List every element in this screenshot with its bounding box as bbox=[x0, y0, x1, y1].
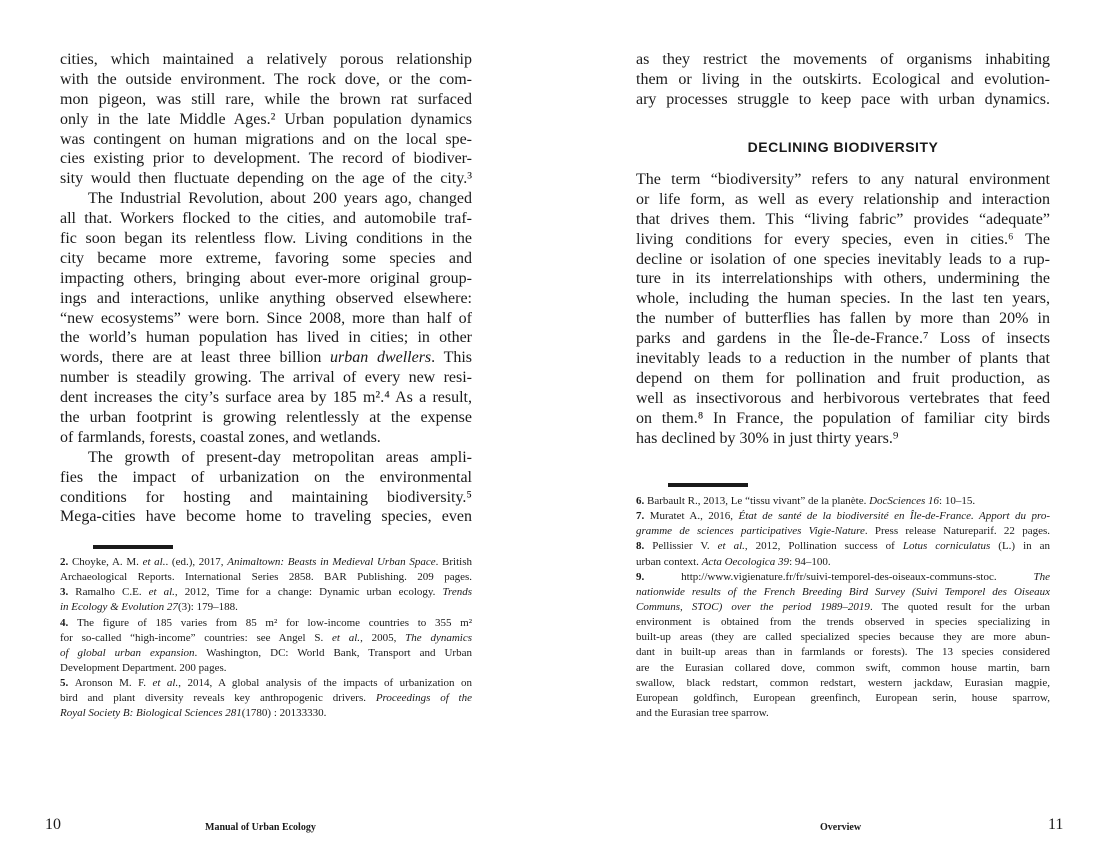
text-segment: , 2005, bbox=[360, 631, 406, 644]
text-segment: (1780) : 20133330. bbox=[241, 707, 327, 720]
text-line bbox=[60, 348, 472, 368]
text-segment: (3): 179–188. bbox=[177, 601, 238, 614]
text-line bbox=[636, 539, 1050, 554]
text-line: are the Eurasian collared dove, common swift, common house martin, barn bbox=[636, 661, 1050, 674]
text-line: decline or isolation of one species inevitably leads to a rup- bbox=[636, 250, 1050, 268]
text-line bbox=[636, 570, 1050, 585]
text-line bbox=[60, 691, 472, 706]
section-heading: DECLINING BIODIVERSITY bbox=[747, 139, 939, 155]
italic-text: et al. bbox=[142, 556, 166, 568]
footnote-number: 4. bbox=[60, 616, 77, 629]
text-line: inevitably leads to a reduction in the number of plants that bbox=[636, 350, 1050, 368]
text-line bbox=[636, 555, 1050, 570]
italic-text: of global urban expansion bbox=[60, 646, 195, 659]
text-segment: . (ed.), 2017, bbox=[165, 556, 228, 568]
text-line bbox=[60, 600, 472, 615]
text-line: “new ecosystems” were born. Since 2008, more than half of bbox=[60, 309, 472, 327]
text-line: ings and interactions, unlike anything observed elsewhere: bbox=[60, 289, 472, 307]
text-line: cies existing prior to development. The record of biodiver- bbox=[60, 150, 472, 168]
text-line bbox=[636, 585, 1050, 600]
text-segment: Pellissier V. bbox=[652, 540, 718, 553]
right-body-text bbox=[636, 170, 1050, 448]
italic-text: urban dwellers bbox=[330, 349, 432, 367]
text-segment: words, there are at least three billion bbox=[60, 349, 331, 367]
text-segment: . British bbox=[435, 556, 472, 568]
text-segment: Choyke, A. M. bbox=[71, 556, 143, 568]
text-line: them or living in the outskirts. Ecological and evolution- bbox=[636, 70, 1050, 88]
text-line: The Industrial Revolution, about 200 years ago, changed bbox=[88, 190, 472, 208]
left-body-text bbox=[60, 50, 472, 527]
italic-text: Acta Oecologica 39 bbox=[701, 555, 790, 568]
text-line: that drives them. This “living fabric” provides “adequate” bbox=[636, 210, 1050, 228]
text-line bbox=[60, 585, 472, 600]
text-line: well as insectivorous and herbivorous vertebrates that feed bbox=[636, 389, 1050, 407]
text-segment: . Washington, DC: World Bank, Transport and Urban bbox=[194, 646, 472, 659]
text-line bbox=[636, 509, 1050, 524]
italic-text: Proceedings of the bbox=[375, 692, 472, 705]
text-line: mon pigeon, was still rare, while the brown rat surfaced bbox=[60, 90, 472, 108]
italic-text: gramme de sciences participatives Vigie-Nature bbox=[636, 525, 865, 538]
footnote-number: 7. bbox=[636, 510, 650, 523]
text-segment: . Press release Natureparif. 22 pages. bbox=[864, 525, 1050, 538]
text-line bbox=[60, 631, 472, 646]
footnote-number: 9. bbox=[636, 570, 682, 583]
right-top-text bbox=[636, 50, 1050, 110]
text-segment: The figure of 185 varies from 85 m² for low-income countries to 355 m² bbox=[76, 616, 472, 629]
italic-text: et al. bbox=[148, 586, 175, 599]
running-head: Manual of Urban Ecology bbox=[205, 822, 316, 833]
text-line: swallow, black redstart, common redstart, western jackdaw, Eurasian magpie, bbox=[636, 676, 1050, 689]
text-segment: . The quoted result for the urban bbox=[869, 600, 1051, 613]
italic-text: État de santé de la biodiversité en Île-de-France. Apport du pro- bbox=[738, 510, 1051, 523]
italic-text: nationwide results of the French Breeding Bird Survey (Suivi Temporel des Oiseaux bbox=[636, 585, 1050, 598]
text-line: of farmlands, forests, coastal zones, and wetlands. bbox=[60, 428, 381, 446]
footnote-number: 2. bbox=[60, 556, 72, 568]
footnote-number: 3. bbox=[60, 586, 76, 599]
text-line: European goldfinch, European greenfinch, European serin, house sparrow, bbox=[636, 691, 1050, 704]
text-line: living conditions for every species, even in cities.⁶ The bbox=[636, 230, 1050, 248]
italic-text: Communs, STOC) over the period 1989–2019 bbox=[636, 600, 870, 613]
text-segment: : 10–15. bbox=[939, 495, 976, 507]
text-line: built-up areas (they are called specialized species because they are more abun- bbox=[636, 631, 1050, 644]
text-line bbox=[636, 524, 1050, 539]
footnote-number: 8. bbox=[636, 540, 653, 553]
text-line: number is steadily growing. The arrival of every new resi- bbox=[60, 369, 472, 387]
text-line: parks and gardens in the Île-de-France.⁷ Loss of insects bbox=[636, 330, 1050, 348]
text-line: ary processes struggle to keep pace with urban dynamics. bbox=[636, 90, 1050, 108]
text-line: whole, including the human species. In the last ten years, bbox=[636, 290, 1050, 308]
right-footnotes bbox=[636, 494, 1050, 721]
text-line: only in the late Middle Ages.² Urban population dynamics bbox=[60, 110, 472, 128]
text-line: was contingent on human migrations and on the local spe- bbox=[60, 130, 472, 148]
running-head: Overview bbox=[820, 822, 862, 833]
italic-text: Royal Society B: Biological Sciences 281 bbox=[60, 707, 242, 720]
text-line: The term “biodiversity” refers to any natural environment bbox=[636, 171, 1050, 188]
text-segment: Aronson M. F. bbox=[74, 677, 153, 690]
text-line: as they restrict the movements of organisms inhabiting bbox=[636, 51, 1050, 68]
text-segment: urban context. bbox=[636, 555, 702, 568]
italic-text: in Ecology & Evolution 27 bbox=[60, 601, 178, 614]
text-line: impacting others, bringing about ever-more original group- bbox=[60, 269, 472, 287]
text-line: the world’s human population has lived in cities; in other bbox=[60, 329, 472, 347]
italic-text: et al. bbox=[332, 631, 361, 644]
italic-text: Animaltown: Beasts in Medieval Urban Space bbox=[227, 556, 436, 568]
text-line: on them.⁸ In France, the population of familiar city birds bbox=[636, 409, 1050, 427]
text-line bbox=[636, 600, 1050, 615]
text-segment: Muratet A., 2016, bbox=[649, 510, 739, 523]
text-segment: , 2012, Time for a change: Dynamic urban ecology. bbox=[174, 586, 443, 599]
text-line: fies the impact of urbanization on the environmental bbox=[60, 468, 472, 486]
text-line bbox=[60, 555, 472, 570]
text-line bbox=[60, 646, 472, 661]
text-line: cities, which maintained a relatively porous relationship bbox=[60, 51, 472, 68]
text-segment: bird and plant diversity reveals key anthropogenic drivers. bbox=[60, 692, 376, 705]
italic-text: DocSciences 16 bbox=[869, 495, 940, 507]
left-footnotes bbox=[60, 555, 472, 722]
text-line bbox=[60, 676, 472, 691]
italic-text: Trends bbox=[442, 586, 472, 599]
text-segment: : 94–100. bbox=[789, 555, 831, 568]
page-number: 10 bbox=[45, 816, 61, 833]
text-line: dant in built-up areas than in farmlands or forests). The 13 species considered bbox=[636, 646, 1050, 659]
text-line bbox=[636, 494, 1050, 509]
italic-text: The dynamics bbox=[405, 631, 472, 644]
text-line: city became more extreme, favoring some species and bbox=[60, 249, 472, 267]
text-segment: . This bbox=[431, 349, 473, 367]
text-segment: for so-called “high-income” countries: see Angel S. bbox=[60, 631, 333, 644]
text-segment: , 2014, A global analysis of the impacts of urbanization on bbox=[178, 677, 473, 690]
text-line: the urban footprint is growing relentlessly at the expense bbox=[60, 409, 472, 427]
text-line: ture in its interrelationships with others, undermining the bbox=[636, 270, 1050, 288]
italic-text: et al. bbox=[152, 677, 179, 690]
text-line: all that. Workers flocked to the cities, and automobile traf- bbox=[60, 210, 472, 228]
footnote-rule bbox=[668, 483, 748, 487]
text-line: sity would then fluctuate depending on the age of the city.³ bbox=[60, 170, 472, 188]
text-line: environment is obtained from the trends observed in species specializing in bbox=[636, 616, 1050, 629]
text-line: with the outside environment. The rock dove, or the com- bbox=[60, 70, 472, 88]
text-segment: Ramalho C.E. bbox=[75, 586, 149, 599]
text-line: and the Eurasian tree sparrow. bbox=[636, 706, 769, 719]
text-line: or life form, as well as every relationship and interaction bbox=[636, 190, 1050, 208]
italic-text: Lotus corniculatus bbox=[902, 540, 991, 553]
text-line: depend on them for pollination and fruit production, as bbox=[636, 369, 1050, 387]
text-line: conditions for hosting and maintaining biodiversity.⁵ bbox=[60, 488, 472, 506]
text-line bbox=[60, 616, 472, 631]
text-segment: , 2012, Pollination success of bbox=[744, 540, 903, 553]
text-line: the number of butterflies has fallen by more than 20% in bbox=[636, 310, 1050, 328]
page-number: 11 bbox=[1048, 816, 1064, 833]
footnote-number: 5. bbox=[60, 677, 75, 690]
text-line: has declined by 30% in just thirty years.⁹ bbox=[636, 429, 899, 447]
italic-text: The bbox=[1033, 570, 1050, 583]
text-segment: http://www.vigienature.fr/fr/suivi-temporel-des-oiseaux-communs-stoc. bbox=[681, 570, 1034, 583]
footnote-number: 6. bbox=[636, 495, 647, 507]
text-line bbox=[60, 706, 472, 721]
italic-text: et al. bbox=[717, 540, 745, 553]
text-segment: Barbault R., 2013, Le “tissu vivant” de la planète. bbox=[647, 495, 870, 507]
text-line: Archaeological Reports. International Series 2858. BAR Publishing. 209 pages. bbox=[60, 571, 472, 584]
text-line: The growth of present-day metropolitan areas ampli- bbox=[88, 448, 472, 466]
text-segment: (L.) in an bbox=[990, 540, 1051, 553]
text-line: dent increases the city’s surface area by 185 m².⁴ As a result, bbox=[60, 389, 472, 407]
footnote-rule bbox=[93, 545, 173, 549]
text-line: fic soon began its relentless flow. Living conditions in the bbox=[60, 230, 472, 248]
text-line: Development Department. 200 pages. bbox=[60, 661, 227, 674]
text-line: Mega-cities have become home to traveling species, even bbox=[60, 508, 472, 526]
